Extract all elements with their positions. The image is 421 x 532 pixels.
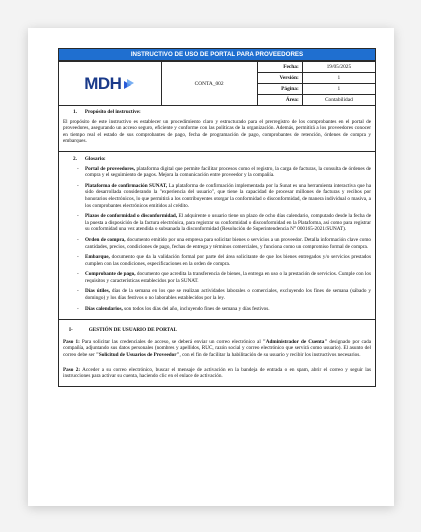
logo-cell [59, 62, 162, 106]
meta-label-area: Área: [257, 95, 302, 106]
glossary-list [63, 166, 371, 313]
logo-text: MDH [84, 73, 122, 93]
glossary-term: Plazos de conformidad o disconformidad, [85, 213, 178, 220]
glossary-term: Plataforma de confirmación SUNAT, [85, 182, 168, 189]
glossary-item [85, 254, 371, 267]
glossary-title: Glosario: [84, 155, 106, 162]
purpose-heading [73, 109, 371, 116]
glossary-definition: La plataforma de confirmación implementada por la Sunat es una herramienta interactiva que ha sido desarrollada considerando la "experiencia del usuario", que tiene la capacidad de procesar millones de facturas y recibos por honorarios electrónicos, lo que permitirá a los contribuyentes otorgar la conformidad o disconformidad, de manera individual o masiva, a los comprobantes electrónicos emitidos al crédito. [85, 182, 371, 209]
step-1-text-b: "Administrador de Cuenta" [262, 338, 328, 345]
step-1-text-e: , con el fin de facilitar la habilitación de su usuario y recibir los instructivos necesarios. [179, 352, 361, 359]
glossary-item [85, 183, 371, 209]
glossary-definition: días de la semana en los que se realizan actividades laborales o comerciales, excluyendo los fines de semana (sábado y domingo) y los días festivos o no laborables establecidos por la ley. [85, 288, 371, 302]
glossary-definition: son todos los días del año, incluyendo fines de semana y días festivos. [122, 305, 270, 312]
glossary-term: Días útiles, [85, 288, 110, 295]
glossary-term: Orden de compra, [85, 236, 126, 243]
purpose-body: El propósito de este instructivo es establecer un procedimiento claro y estructurado para el prerregistro de los comprobantes en el portal de proveedores, asegurando un acceso seguro, eficiente y conforme con las políticas de la organización. Además, permitirá a los proveedores conocer en tiempo real el estado de sus comprobantes de pago, fecha de programación de pago, comprobantes de retención, órdenes de compra y embarques. [63, 118, 371, 145]
user-management-section [58, 320, 376, 387]
glossary-term: Embarque, [85, 254, 110, 261]
glossary-definition: documento que da la validación formal por parte del área solicitante de que los bienes entregados y/o servicios prestados cumplen con las condiciones, especificaciones en la orden de compra. [85, 254, 371, 267]
arrow-logo-icon [123, 78, 135, 90]
glossary-heading [73, 156, 371, 163]
meta-label-version: Versión: [257, 73, 302, 84]
document-title: INSTRUCTIVO DE USO DE PORTAL PARA PROVEEDORES [58, 48, 376, 61]
glossary-section [58, 152, 376, 320]
meta-value-date: 19/05/2025 [302, 62, 375, 73]
purpose-number: 1. [73, 109, 77, 115]
user-management-number: I- [69, 327, 73, 334]
header-table [58, 61, 376, 106]
meta-value-area: Contabilidad [302, 95, 375, 106]
step-2-label: Paso 2: [63, 366, 81, 373]
meta-value-version: 1 [302, 73, 375, 84]
step-1-text-c: designado por cada compañía, adjuntando sus datos personales (nombres y apellidos, RUC, razón social y correo electrónico que servirá como usuario). El asunto del correo debe ser [63, 338, 372, 359]
document-content [58, 48, 376, 387]
glossary-item [85, 237, 371, 250]
glossary-definition: documento que acredita la transferencia de bienes, la entrega en uso o la prestación de servicios. Cumple con los requisitos y características establecidos por la SUNAT. [85, 271, 371, 284]
meta-label-date: Fecha: [257, 62, 302, 73]
glossary-item [85, 166, 371, 179]
step-1-label: Paso 1: [63, 338, 80, 345]
company-logo [84, 74, 135, 94]
step-2-text: Acceder a su correo electrónico, buscar el mensaje de activación en la bandeja de entrada o en spam, abrir el correo y seguir las instrucciones para activar su cuenta, haciendo clic en el enlace de activación. [63, 366, 372, 380]
glossary-definition: El adquirente o usuario tiene un plazo de ocho días calendario, computado desde la fecha de la puesta a disposición de la factura electrónica, para registrar su conformidad o disconformidad en la Plataforma, así como para registrar su conformidad una vez atendida o subsanada la disconformidad (Resolución de Superintendencia N° 000165-2021/SUNAT). [85, 213, 371, 233]
meta-label-page: Página: [257, 84, 302, 95]
meta-value-page: 1 [302, 84, 375, 95]
user-management-heading [69, 327, 371, 334]
glossary-term: Días calendarios, [85, 305, 123, 312]
glossary-term: Portal de proveedores, [85, 165, 136, 172]
purpose-title: Propósito del instructive: [84, 109, 141, 115]
glossary-term: Comprobante de pago, [85, 271, 136, 278]
glossary-definition: plataforma digital que permite facilitar procesos como el registro, la carga de facturas, la consulta de órdenes de compra y el seguimiento de pagos. Mejora la comunicación entre proveedor y la compañía. [85, 165, 371, 179]
step-1-text-d: "Solicitud de Usuarios de Proveedor" [95, 352, 180, 359]
step-2 [63, 367, 371, 380]
step-1-text-a: Para solicitar las credenciales de acceso, se deberá enviar un correo electrónico al [79, 338, 263, 345]
step-1 [63, 339, 371, 359]
glossary-definition: documento emitido por una empresa para solicitar bienes o servicios a un proveedor. Detalla información clave como cantidades, precios, condiciones de pago, fechas de entrega y términos comerciales, y funciona como un compromiso formal de compra. [85, 236, 371, 250]
document-code: CONTA_002 [161, 62, 257, 106]
user-management-title: GESTIÓN DE USUARIO DE PORTAL [88, 327, 177, 334]
glossary-item [85, 271, 371, 284]
purpose-section [58, 106, 376, 152]
glossary-item [85, 306, 371, 313]
glossary-item [85, 213, 371, 233]
document-page [28, 28, 394, 506]
glossary-item [85, 288, 371, 301]
glossary-number: 2. [73, 155, 77, 162]
